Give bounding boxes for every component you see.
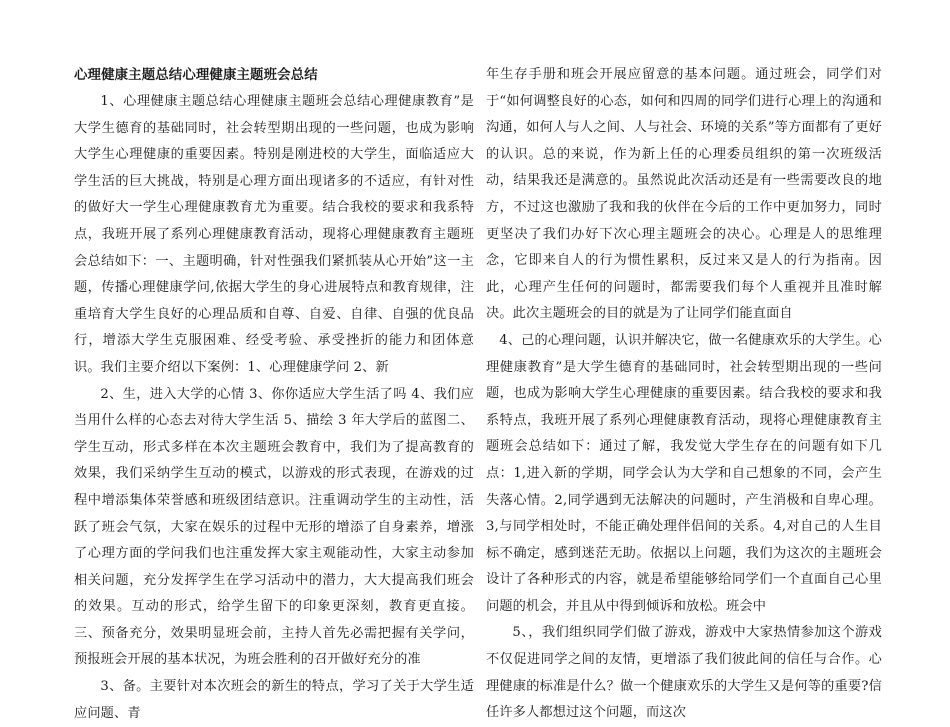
paragraph-5: 5、，我们组织同学们做了游戏，游戏中大家热情参加这个游戏不仅促进同学之间的友情，更增添了我们彼此间的信任与合作。心理健康的标准是什么？做一个健康欢乐的大学生又是何等的重要?信任许多人都想过这个问题，而这次 xyxy=(486,625,882,721)
right-column xyxy=(486,62,882,727)
paragraph-3-continued: 年生存手册和班会开展应留意的基本问题。通过班会，同学们对于“如何调整良好的心态，如何和四周的同学们进行心理上的沟通和沟通，如何人与人之间、人与社会、环境的关系”等方面都有了更好的认识。总的来说，作为新上任的心理委员组织的第一次班级活动，结果我还是满意的。虽然说此次活动还是有一些需要改良的地方，不过这也激励了我和我的伙伴在今后的工作中更加努力，同时更坚决了我们办好下次心理主题班会的决心。心理是人的思维理念，它即来自人的行为惯性累积，反过来又是人的行为指南。因此，心理产生任何的问题时，都需要我们每个人重视并且准时解决。此次主题班会的目的就是为了让同学们能直面自 xyxy=(486,67,882,322)
left-column xyxy=(74,63,474,727)
paragraph-3: 3、备。主要针对本次班会的新生的特点，学习了关于大学生适应问题、青 xyxy=(74,679,474,721)
document-title: 心理健康主题总结心理健康主题班会总结 xyxy=(74,68,318,83)
paragraph-2: 2、生，进入大学的心情 3、你你适应大学生活了吗 4、我们应当用什么样的心态去对待大学生活 5、描绘 3 年大学后的蓝图二、学生互动，形式多样在本次主题班会教育中，我们为了提高教育的效果，我们采纳学生互动的模式，以游戏的形式表现，在游戏的过程中增添集体荣誉感和班级团结意识。注重调动学生的主动性，活跃了班会气氛，大家在娱乐的过程中无形的增添了自身素养，增涨了心理方面的学问我们也注重发挥大家主观能动性，大家主动参加相关问题，充分发挥学生在学习活动中的潜力，大大提高我们班会的效果。互动的形式，给学生留下的印象更深刻，教育更直接。三、预备充分，效果明显班会前，主持人首先必需把握有关学问，预报班会开展的基本状况，为班会胜利的召开做好充分的准 xyxy=(74,386,474,668)
paragraph-1: 1、心理健康主题总结心理健康主题班会总结心理健康教育”是大学生德育的基础同时，社会转型期出现的一些问题，也成为影响大学生心理健康的重要因素。特别是刚进校的大学生，面临适应大学生活的巨大挑战，特别是心理方面出现诸多的不适应，有针对性的做好大一学生心理健康教育尤为重要。结合我校的要求和我系特点，我班开展了系列心理健康教育活动，现将心理健康教育主题班会总结如下：一、主题明确，针对性强我们紧抓装从心开始”这一主题，传播心理健康学问,依据大学生的身心进展特点和教育规律，注重培育大学生良好的心理品质和自尊、自爱、自律、自强的优良品行，增添大学生克服困难、经受考验、承受挫折的能力和团体意识。我们主要介绍以下案例：1、心理健康学问 2、新 xyxy=(74,94,474,375)
paragraph-4: 4、己的心理问题，认识并解决它，做一名健康欢乐的大学生。心理健康教育”是大学生德育的基础同时，社会转型期出现的一些问题，也成为影响大学生心理健康的重要因素。结合我校的要求和我系特点，我班开展了系列心理健康教育活动，现将心理健康教育主题班会总结如下：通过了解，我发觉大学生存在的问题有如下几点：1,进入新的学期，同学会认为大学和自己想象的不同，会产生失落心情。2,同学遇到无法解决的问题时，产生消极和自卑心理。3,与同学相处时，不能正确处理伴侣间的关系。4,对自己的人生目标不确定，感到迷茫无助。依据以上问题，我们为这次的主题班会设计了各种形式的内容，就是希望能够给同学们一个直面自己心里问题的机会，并且从中得到倾诉和放松。班会中 xyxy=(486,332,882,614)
